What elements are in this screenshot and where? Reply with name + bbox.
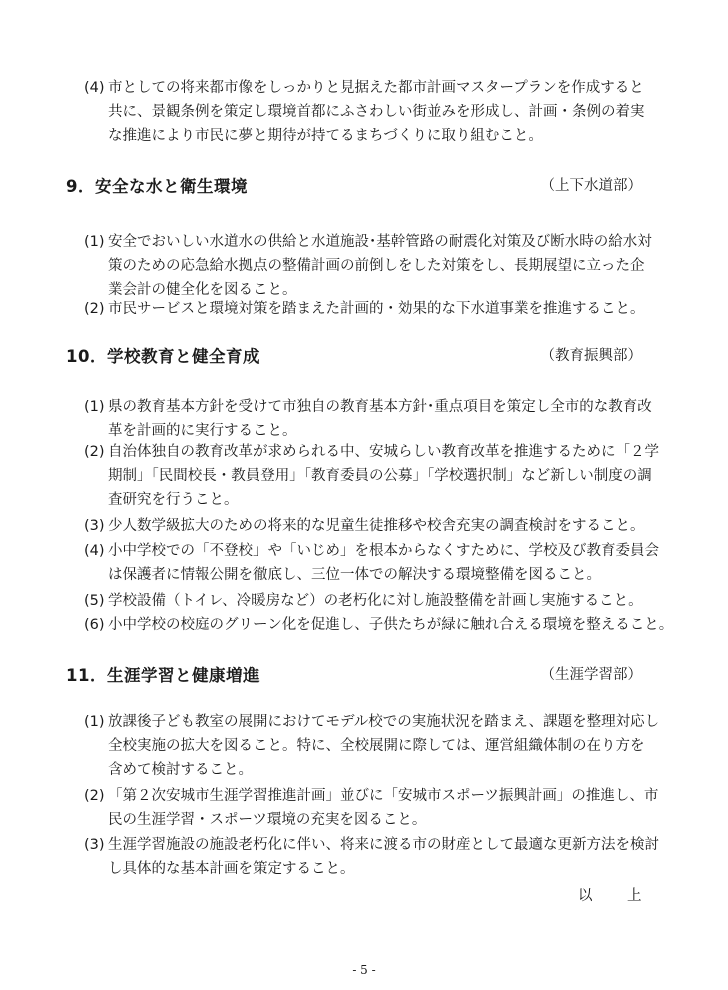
item-line: 査研究を行うこと。 bbox=[108, 492, 239, 508]
item-number: (6) bbox=[84, 617, 105, 633]
item-line: 策のための応急給水拠点の整備計画の前倒しをした対策をし、長期展望に立った企 bbox=[108, 258, 645, 274]
item-line: 民の生涯学習・スポーツ環境の充実を図ること。 bbox=[108, 812, 427, 828]
item-text bbox=[84, 440, 674, 512]
section-heading-10 bbox=[66, 343, 642, 369]
item-line: 含めて検討すること。 bbox=[108, 762, 253, 778]
item-text bbox=[84, 613, 674, 637]
item-text bbox=[84, 589, 674, 613]
item-line: 生涯学習施設の施設老朽化に伴い、将来に渡る市の財産として最適な更新方法を検討 bbox=[108, 837, 659, 853]
item-line: 期制」「民間校長・教員登用」「教育委員の公募」「学校選択制」など新しい制度の調 bbox=[108, 468, 652, 484]
section-heading-9 bbox=[66, 173, 642, 199]
item-text bbox=[84, 395, 674, 443]
item-number: (3) bbox=[84, 518, 105, 534]
item-number: (5) bbox=[84, 593, 105, 609]
page-number: - 5 - bbox=[352, 963, 376, 977]
item-line: 学校設備（トイレ、冷暖房など）の老朽化に対し施設整備を計画し実施すること。 bbox=[108, 593, 643, 609]
item-text bbox=[84, 710, 674, 782]
section-department: （生涯学習部） bbox=[540, 667, 642, 683]
item-number: (2) bbox=[84, 444, 105, 460]
section-10-item-1 bbox=[84, 395, 674, 443]
section-department: （上下水道部） bbox=[540, 178, 642, 194]
section-title: 11．生涯学習と健康増進 bbox=[66, 666, 260, 685]
item-number: (2) bbox=[84, 301, 105, 317]
item-line: 小中学校での「不登校」や「いじめ」を根本からなくすために、学校及び教育委員会 bbox=[108, 543, 659, 559]
item-line: 共に、景観条例を策定し環境首都にふさわしい街並みを形成し、計画・条例の着実 bbox=[108, 104, 645, 120]
item-line: 革を計画的に実行すること。 bbox=[108, 423, 297, 439]
item-text bbox=[84, 76, 674, 148]
section-9-item-2 bbox=[84, 297, 674, 321]
section-department: （教育振興部） bbox=[540, 348, 642, 364]
item-text bbox=[84, 784, 674, 832]
section-11-item-1 bbox=[84, 710, 674, 782]
item-text bbox=[84, 230, 674, 302]
item-number: (4) bbox=[84, 543, 105, 559]
item-line: 全校実施の拡大を図ること。特に、全校展開に際しては、運営組織体制の在り方を bbox=[108, 738, 645, 754]
intro-item-4 bbox=[84, 76, 674, 148]
section-10-item-2 bbox=[84, 440, 674, 512]
item-number: (1) bbox=[84, 399, 105, 415]
section-title: 9．安全な水と衛生環境 bbox=[66, 177, 248, 196]
item-line: は保護者に情報公開を徹底し、三位一体での解決する環境整備を図ること。 bbox=[108, 567, 601, 583]
section-10-item-4 bbox=[84, 539, 674, 587]
item-line: 業会計の健全化を図ること。 bbox=[108, 282, 297, 298]
item-number: (3) bbox=[84, 837, 105, 853]
item-line: 安全でおいしい水道水の供給と水道施設･基幹管路の耐震化対策及び断水時の給水対 bbox=[108, 234, 652, 250]
item-text bbox=[84, 514, 674, 538]
section-10-item-6 bbox=[84, 613, 674, 637]
item-line: 自治体独自の教育改革が求められる中、安城らしい教育改革を推進するために「２学 bbox=[108, 444, 659, 460]
item-text bbox=[84, 297, 674, 321]
item-line: 県の教育基本方針を受けて市独自の教育基本方針･重点項目を策定し全市的な教育改 bbox=[108, 399, 652, 415]
section-11-item-3 bbox=[84, 833, 674, 881]
item-line: 放課後子ども教室の展開におけてモデル校での実施状況を踏まえ、課題を整理対応し bbox=[108, 714, 660, 730]
item-number: (1) bbox=[84, 714, 105, 730]
item-text bbox=[84, 833, 674, 881]
item-line: 小中学校の校庭のグリーン化を促進し、子供たちが緑に触れ合える環境を整えること。 bbox=[108, 617, 674, 633]
section-10-item-3 bbox=[84, 514, 674, 538]
item-number: (1) bbox=[84, 234, 105, 250]
section-9-item-1 bbox=[84, 230, 674, 302]
item-line: 市としての将来都市像をしっかりと見据えた都市計画マスタープランを作成すると bbox=[108, 80, 644, 96]
item-line: 「第２次安城市生涯学習推進計画」並びに「安城市スポーツ振興計画」の推進し、市 bbox=[108, 788, 659, 804]
closing-text: 以 上 bbox=[578, 888, 652, 904]
item-number: (2) bbox=[84, 788, 105, 804]
section-heading-11 bbox=[66, 662, 642, 688]
item-text bbox=[84, 539, 674, 587]
item-number: (4) bbox=[84, 80, 105, 96]
item-line: 少人数学級拡大のための将来的な児童生徒推移や校舎充実の調査検討をすること。 bbox=[108, 518, 645, 534]
item-line: し具体的な基本計画を策定すること。 bbox=[108, 861, 355, 877]
section-11-item-2 bbox=[84, 784, 674, 832]
section-title: 10．学校教育と健全育成 bbox=[66, 347, 260, 366]
item-line: な推進により市民に夢と期待が持てるまちづくりに取り組むこと。 bbox=[108, 128, 543, 144]
section-10-item-5 bbox=[84, 589, 674, 613]
item-line: 市民サービスと環境対策を踏まえた計画的・効果的な下水道事業を推進すること。 bbox=[108, 301, 645, 317]
